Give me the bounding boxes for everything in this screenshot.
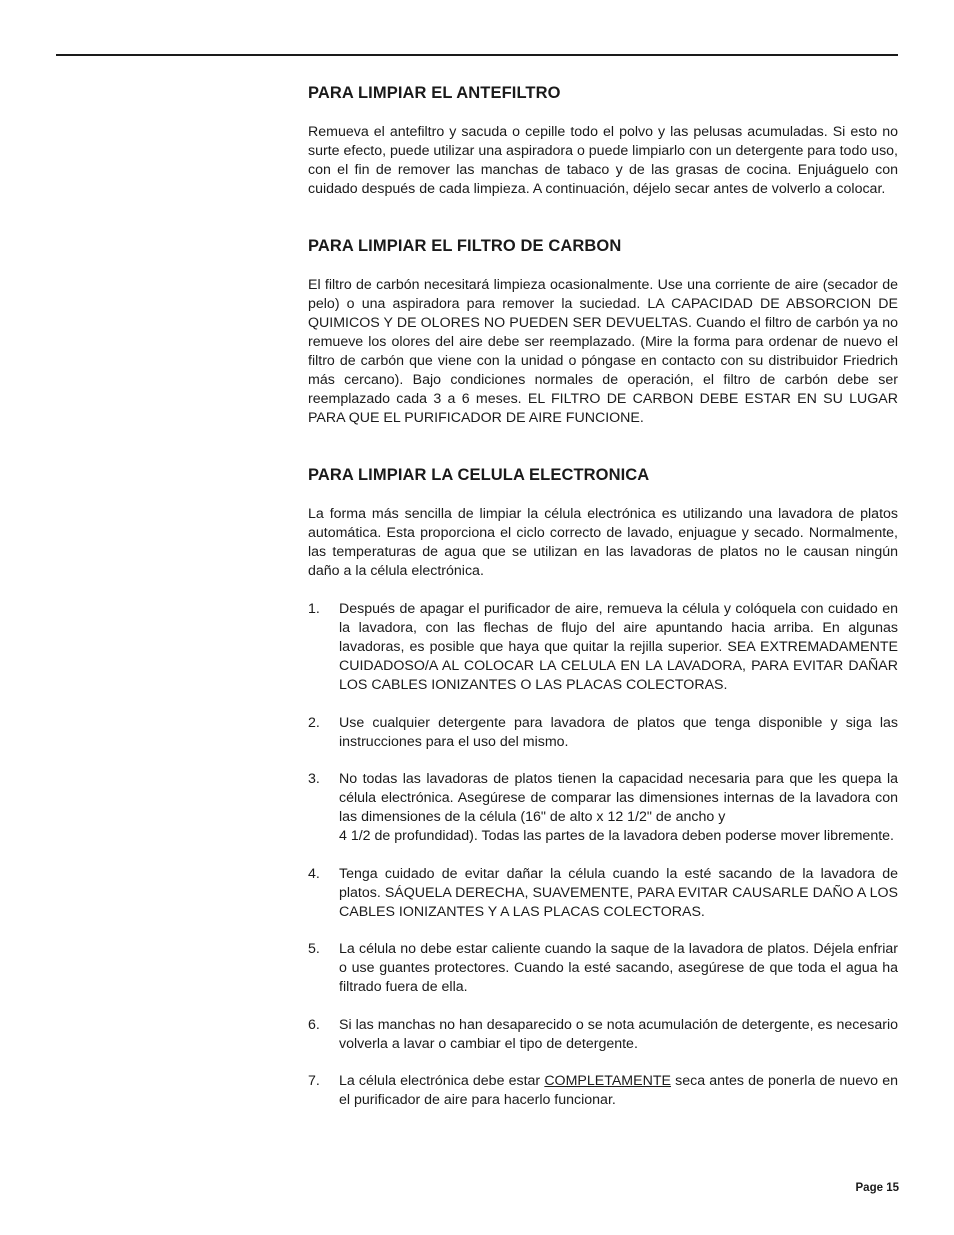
page-content <box>308 80 898 1110</box>
step-number: 4. <box>308 865 320 882</box>
step-number: 6. <box>308 1016 320 1033</box>
step-number: 5. <box>308 941 320 957</box>
list-item <box>308 865 898 922</box>
step-text: La célula no debe estar caliente cuando la saque de la lavadora de platos. Déjela enfriar o use guantes protectores. Cuando la esté sacando, asegúrese de que toda el agua ha filtrado fuera de ella. <box>339 941 898 995</box>
section-heading-prefilter: PARA LIMPIAR EL ANTEFILTRO <box>308 84 561 102</box>
list-item <box>308 714 898 752</box>
step-text: Después de apagar el purificador de aire, remueva la célula y colóquela con cuidado en la lavadora, con las flechas de flujo del aire apuntando hacia arriba. En algunas lavadoras, es posible que haya que quitar la rejilla superior. SEA EXTREMADAMENTE CUIDADOSO/A AL COLOCAR LA CELULA EN LA LAVADORA, PARA EVITAR DAÑAR LOS CABLES IONIZANTES O LAS PLACAS COLECTORAS. <box>339 601 898 693</box>
step-text-after: seca antes de ponerla de nuevo en el purificador de aire para hacerlo funcionar. <box>339 1073 898 1108</box>
step-number: 2. <box>308 714 320 731</box>
section-body-carbon-filter: El filtro de carbón necesitará limpieza ocasionalmente. Use una corriente de aire (secador de pelo) o una aspiradora para remover la suciedad. LA CAPACIDAD DE ABSORCION DE QUIMICOS Y DE OLORES NO PUEDEN SER DEVUELTAS. Cuando el filtro de carbón ya no remueve los olores del aire debe ser reemplazado. (Mire la forma para ordenar de nuevo el filtro de carbón que viene con la unidad o póngase en contacto con su distribuidor Friedrich más cercano). Bajo condiciones normales de operación, el filtro de carbón debe ser reemplazado cada 3 a 6 meses. EL FILTRO DE CARBON DEBE ESTAR EN SU LUGAR PARA QUE EL PURIFICADOR DE AIRE FUNCIONE. <box>308 277 898 426</box>
section-heading-electronic-cell: PARA LIMPIAR LA CELULA ELECTRONICA <box>308 466 650 484</box>
section-heading-carbon-filter: PARA LIMPIAR EL FILTRO DE CARBON <box>308 237 622 255</box>
list-item <box>308 1072 898 1110</box>
step-text: No todas las lavadoras de platos tienen la capacidad necesaria para que les quepa la célula electrónica. Asegúrese de comparar las dimensiones internas de la lavadora con las dimensiones de la célula (16" de alto x 12 1/2" de ancho y <box>339 771 898 825</box>
step-text: Tenga cuidado de evitar dañar la célula cuando la esté sacando de la lavadora de platos. SÁQUELA DERECHA, SUAVEMENTE, PARA EVITAR CAUSARLE DAÑO A LOS CABLES IONIZANTES Y A LAS PLACAS COLECTORAS. <box>339 865 898 920</box>
list-item <box>308 940 898 997</box>
list-item <box>308 1016 898 1054</box>
step-number: 7. <box>308 1073 320 1089</box>
cleaning-steps-list <box>308 600 898 1110</box>
step-text: Use cualquier detergente para lavadora de platos que tenga disponible y siga las instrucciones para el uso del mismo. <box>339 714 898 750</box>
section-body-electronic-cell: La forma más sencilla de limpiar la célula electrónica es utilizando una lavadora de platos automática. Esta proporciona el ciclo correcto de lavado, enjuague y secado. Normalmente, las temperaturas de agua que se utilizan en las lavadoras de platos no le causan ningún daño a la célula electrónica. <box>308 506 898 579</box>
emphasis-completely: COMPLETAMENTE <box>544 1073 671 1089</box>
step-text-before: La célula electrónica debe estar <box>339 1073 541 1089</box>
step-number: 1. <box>308 601 320 617</box>
list-item <box>308 600 898 695</box>
step-text: Si las manchas no han desaparecido o se nota acumulación de detergente, es necesario volverla a lavar o cambiar el tipo de detergente. <box>339 1016 898 1052</box>
list-item <box>308 770 898 846</box>
top-rule <box>56 54 898 56</box>
step-text-continued: 4 1/2 de profundidad). Todas las partes de la lavadora deben poderse mover libremente. <box>339 828 894 844</box>
section-body-prefilter: Remueva el antefiltro y sacuda o cepille todo el polvo y las pelusas acumuladas. Si esto no surte efecto, puede utilizar una aspiradora o puede limpiarlo con un detergente para todo uso, con el fin de remover las manchas de tabaco y de las grasas de cocina. Enjuáguelo con cuidado después de cada limpieza. A continuación, déjelo secar antes de volverlo a colocar. <box>308 124 898 197</box>
page-number: Page 15 <box>855 1182 899 1194</box>
step-number: 3. <box>308 771 320 787</box>
